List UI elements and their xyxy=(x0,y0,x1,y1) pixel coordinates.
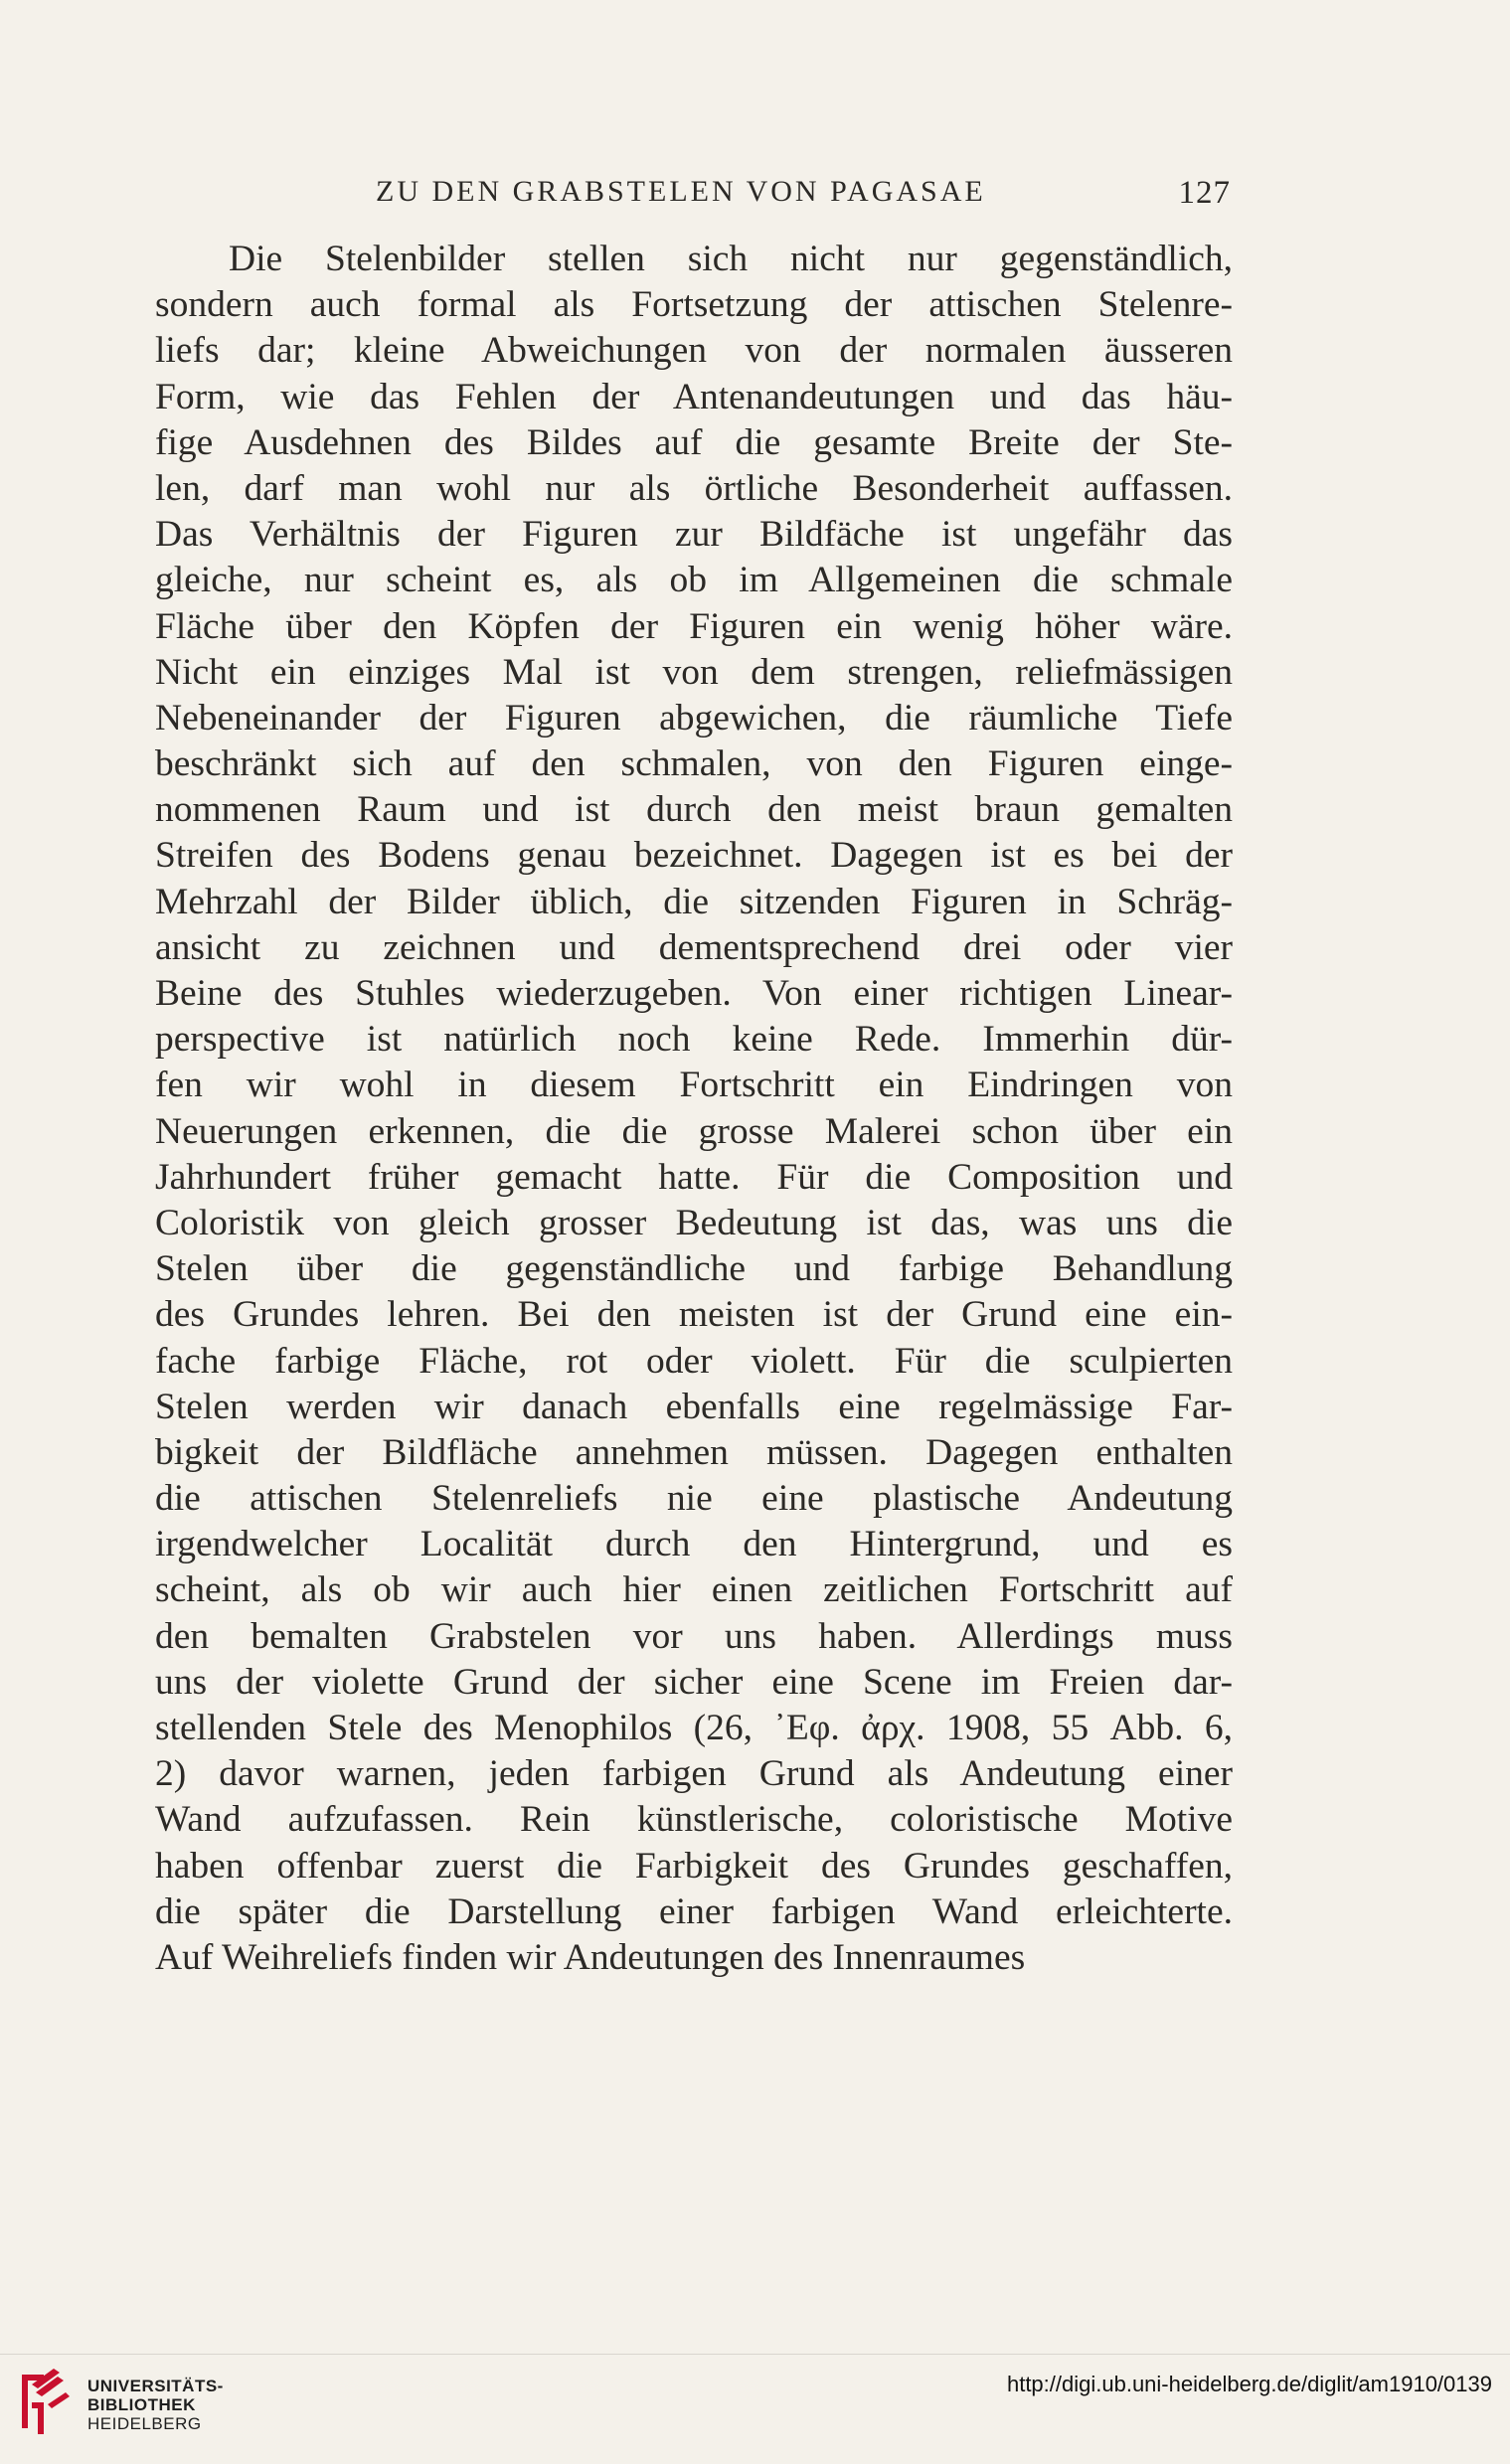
text-line: den bemalten Grabstelen vor uns haben. Allerdings muss xyxy=(155,1615,1233,1657)
library-name-line3: HEIDELBERG xyxy=(87,2414,202,2433)
text-line: die attischen Stelenreliefs nie eine plastische Andeutung xyxy=(155,1478,1233,1520)
text-line: Nebeneinander der Figuren abgewichen, die räumliche Tiefe xyxy=(155,697,1233,739)
text-line: Beine des Stuhles wiederzugeben. Von einer richtigen Linear- xyxy=(155,973,1233,1014)
text-line: bigkeit der Bildfläche annehmen müssen. Dagegen enthalten xyxy=(155,1431,1233,1473)
text-line: Stelen über die gegenständliche und farbige Behandlung xyxy=(155,1248,1233,1290)
footer-divider xyxy=(0,2354,1510,2355)
text-line: scheint, als ob wir auch hier einen zeitlichen Fortschritt auf xyxy=(155,1569,1233,1611)
text-line: uns der violette Grund der sicher eine Scene im Freien dar- xyxy=(155,1661,1233,1703)
running-header xyxy=(376,175,1231,215)
text-line: haben offenbar zuerst die Farbigkeit des Grundes geschaffen, xyxy=(155,1845,1233,1887)
text-line: beschränkt sich auf den schmalen, von den Figuren einge- xyxy=(155,743,1233,785)
text-line: Nicht ein einziges Mal ist von dem strengen, reliefmässigen xyxy=(155,651,1233,693)
text-line: nommenen Raum und ist durch den meist braun gemalten xyxy=(155,789,1233,831)
text-line: sondern auch formal als Fortsetzung der attischen Stelenre- xyxy=(155,284,1233,326)
text-line: perspective ist natürlich noch keine Rede. Immerhin dür- xyxy=(155,1019,1233,1061)
text-line: Die Stelenbilder stellen sich nicht nur gegenständlich, xyxy=(229,239,1233,279)
text-line: liefs dar; kleine Abweichungen von der normalen äusseren xyxy=(155,330,1233,372)
library-name xyxy=(87,2377,224,2433)
text-line: Fläche über den Köpfen der Figuren ein wenig höher wäre. xyxy=(155,605,1233,647)
text-line: die später die Darstellung einer farbigen Wand erleichterte. xyxy=(155,1890,1233,1932)
page-number: 127 xyxy=(1178,175,1231,211)
text-line: Form, wie das Fehlen der Antenandeutungen und das häu- xyxy=(155,376,1233,417)
text-line: ansicht zu zeichnen und dementsprechend drei oder vier xyxy=(155,926,1233,968)
text-line: Stelen werden wir danach ebenfalls eine regelmässige Far- xyxy=(155,1386,1233,1427)
text-line: Streifen des Bodens genau bezeichnet. Dagegen ist es bei der xyxy=(155,835,1233,877)
text-line: des Grundes lehren. Bei den meisten ist der Grund eine ein- xyxy=(155,1294,1233,1336)
library-name-line2: BIBLIOTHEK xyxy=(87,2395,196,2414)
text-line: Coloristik von gleich grosser Bedeutung ist das, was uns die xyxy=(155,1202,1233,1243)
source-url[interactable]: http://digi.ub.uni-heidelberg.de/diglit/am1910/0139 xyxy=(1006,2372,1492,2396)
text-line: Wand aufzufassen. Rein künstlerische, coloristische Motive xyxy=(155,1799,1233,1841)
text-line: Auf Weihreliefs finden wir Andeutungen des Innenraumes xyxy=(155,1936,1026,1978)
library-logo xyxy=(14,2365,372,2444)
text-line: Neuerungen erkennen, die die grosse Malerei schon über ein xyxy=(155,1110,1233,1152)
running-title: ZU DEN GRABSTELEN VON PAGASAE xyxy=(376,175,986,208)
library-name-line1: UNIVERSITÄTS- xyxy=(87,2377,224,2395)
text-line: fige Ausdehnen des Bildes auf die gesamte Breite der Ste- xyxy=(155,421,1233,463)
text-line: Das Verhältnis der Figuren zur Bildfäche ist ungefähr das xyxy=(155,514,1233,556)
text-line: stellenden Stele des Menophilos (26, ᾿Εφ. ἀρχ. 1908, 55 Abb. 6, xyxy=(155,1708,1233,1748)
text-line: gleiche, nur scheint es, als ob im Allgemeinen die schmale xyxy=(155,560,1233,601)
text-line: fache farbige Fläche, rot oder violett. Für die sculpierten xyxy=(155,1340,1233,1382)
text-line: irgendwelcher Localität durch den Hintergrund, und es xyxy=(155,1524,1233,1565)
text-line: Mehrzahl der Bilder üblich, die sitzenden Figuren in Schräg- xyxy=(155,881,1233,922)
library-logo-icon xyxy=(14,2365,78,2444)
text-line: len, darf man wohl nur als örtliche Besonderheit auffassen. xyxy=(155,467,1233,509)
text-line: Jahrhundert früher gemacht hatte. Für die Composition und xyxy=(155,1156,1233,1198)
body-text xyxy=(155,237,1233,1981)
text-line: fen wir wohl in diesem Fortschritt ein Eindringen von xyxy=(155,1065,1233,1106)
text-line: 2) davor warnen, jeden farbigen Grund als Andeutung einer xyxy=(155,1753,1233,1795)
